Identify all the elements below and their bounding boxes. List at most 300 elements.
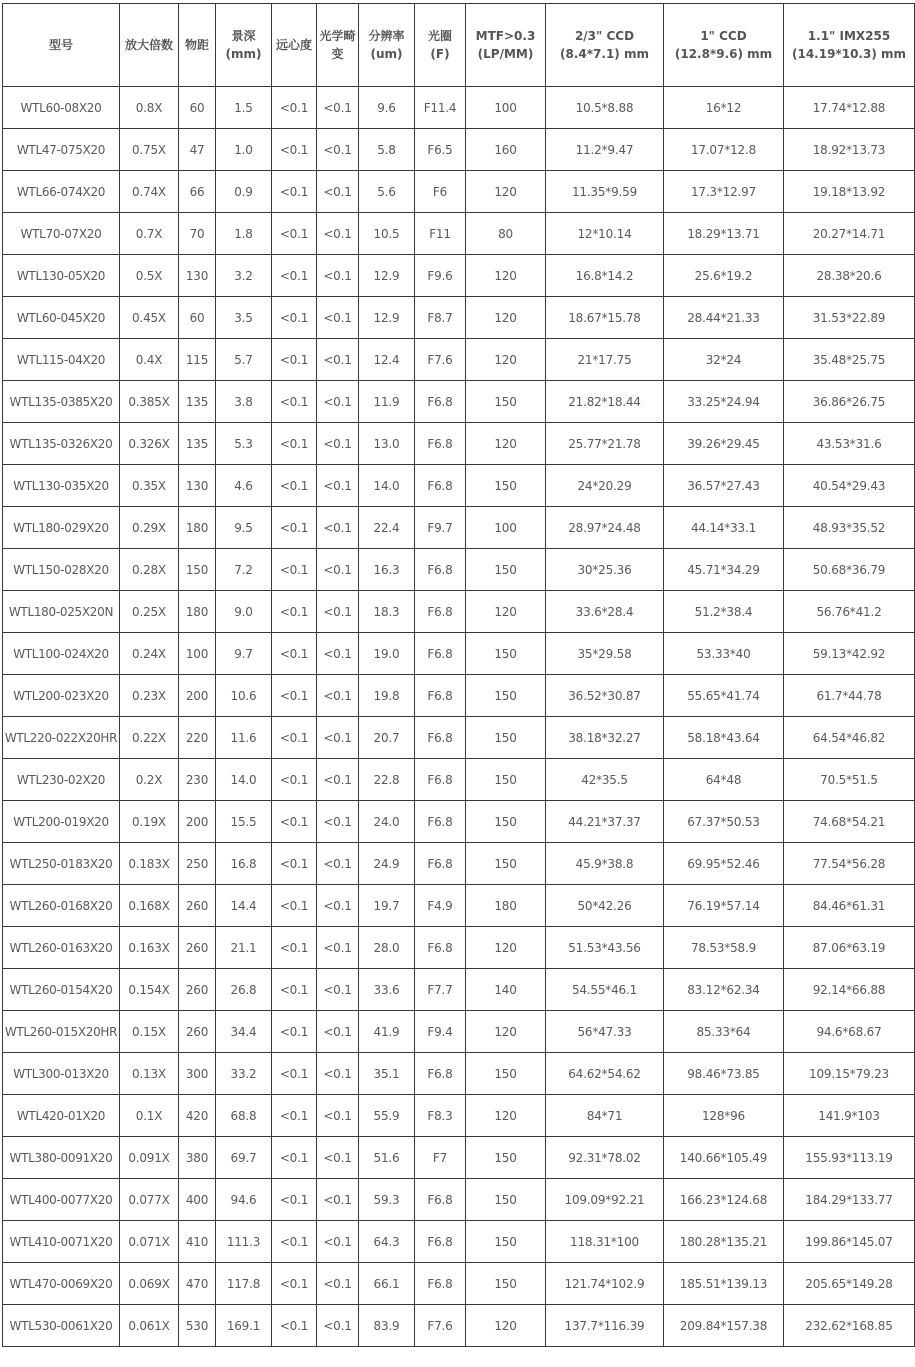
cell-mtf: 150 <box>466 1221 546 1263</box>
cell-telecentricity: <0.1 <box>272 1053 317 1095</box>
cell-telecentricity: <0.1 <box>272 339 317 381</box>
cell-fov-2-3-ccd: 118.31*100 <box>546 1221 664 1263</box>
header-line: 景深 <box>231 29 256 43</box>
cell-aperture: F4.9 <box>415 885 466 927</box>
cell-fov-1-ccd: 140.66*105.49 <box>664 1137 784 1179</box>
cell-fov-2-3-ccd: 45.9*38.8 <box>546 843 664 885</box>
cell-telecentricity: <0.1 <box>272 549 317 591</box>
cell-aperture: F6.8 <box>415 1179 466 1221</box>
header-line: (12.8*9.6) mm <box>674 47 773 61</box>
cell-aperture: F11.4 <box>415 87 466 129</box>
cell-fov-2-3-ccd: 64.62*54.62 <box>546 1053 664 1095</box>
cell-working-distance: 260 <box>179 1011 216 1053</box>
cell-fov-imx255: 155.93*113.19 <box>784 1137 915 1179</box>
table-row <box>3 1137 915 1179</box>
cell-fov-imx255: 74.68*54.21 <box>784 801 915 843</box>
cell-resolution: 19.0 <box>359 633 415 675</box>
cell-fov-imx255: 199.86*145.07 <box>784 1221 915 1263</box>
cell-depth-of-field: 9.7 <box>216 633 272 675</box>
cell-mtf: 160 <box>466 129 546 171</box>
cell-magnification: 0.091X <box>120 1137 179 1179</box>
cell-magnification: 0.8X <box>120 87 179 129</box>
cell-telecentricity: <0.1 <box>272 843 317 885</box>
cell-model: WTL60-045X20 <box>3 297 120 339</box>
cell-resolution: 10.5 <box>359 213 415 255</box>
cell-mtf: 150 <box>466 1179 546 1221</box>
cell-working-distance: 400 <box>179 1179 216 1221</box>
cell-magnification: 0.29X <box>120 507 179 549</box>
cell-mtf: 120 <box>466 1095 546 1137</box>
cell-fov-1-ccd: 36.57*27.43 <box>664 465 784 507</box>
cell-distortion: <0.1 <box>317 1221 359 1263</box>
cell-aperture: F6.5 <box>415 129 466 171</box>
cell-telecentricity: <0.1 <box>272 381 317 423</box>
cell-mtf: 80 <box>466 213 546 255</box>
table-row <box>3 591 915 633</box>
header-row <box>3 4 915 87</box>
header-line: 远心度 <box>275 38 312 52</box>
cell-mtf: 100 <box>466 507 546 549</box>
cell-mtf: 120 <box>466 339 546 381</box>
cell-aperture: F6.8 <box>415 423 466 465</box>
cell-depth-of-field: 68.8 <box>216 1095 272 1137</box>
header-resolution <box>359 4 415 87</box>
cell-fov-imx255: 56.76*41.2 <box>784 591 915 633</box>
cell-depth-of-field: 9.0 <box>216 591 272 633</box>
cell-fov-imx255: 92.14*66.88 <box>784 969 915 1011</box>
cell-working-distance: 135 <box>179 423 216 465</box>
cell-telecentricity: <0.1 <box>272 1011 317 1053</box>
cell-resolution: 51.6 <box>359 1137 415 1179</box>
cell-resolution: 22.4 <box>359 507 415 549</box>
cell-model: WTL200-019X20 <box>3 801 120 843</box>
cell-magnification: 0.25X <box>120 591 179 633</box>
cell-working-distance: 410 <box>179 1221 216 1263</box>
cell-distortion: <0.1 <box>317 213 359 255</box>
cell-aperture: F6.8 <box>415 633 466 675</box>
cell-fov-2-3-ccd: 35*29.58 <box>546 633 664 675</box>
header-line: (LP/MM) <box>477 47 534 61</box>
cell-working-distance: 260 <box>179 927 216 969</box>
header-line: 光圈 <box>427 29 452 43</box>
cell-depth-of-field: 14.0 <box>216 759 272 801</box>
cell-fov-2-3-ccd: 36.52*30.87 <box>546 675 664 717</box>
cell-model: WTL420-01X20 <box>3 1095 120 1137</box>
cell-distortion: <0.1 <box>317 171 359 213</box>
cell-model: WTL180-029X20 <box>3 507 120 549</box>
cell-model: WTL400-0077X20 <box>3 1179 120 1221</box>
table-row <box>3 759 915 801</box>
table-row <box>3 1263 915 1305</box>
cell-fov-2-3-ccd: 50*42.26 <box>546 885 664 927</box>
cell-mtf: 120 <box>466 255 546 297</box>
header-line: 光学畸 <box>319 29 356 43</box>
table-row <box>3 1095 915 1137</box>
cell-fov-1-ccd: 44.14*33.1 <box>664 507 784 549</box>
cell-fov-1-ccd: 67.37*50.53 <box>664 801 784 843</box>
cell-fov-2-3-ccd: 11.35*9.59 <box>546 171 664 213</box>
cell-telecentricity: <0.1 <box>272 717 317 759</box>
cell-working-distance: 530 <box>179 1305 216 1347</box>
cell-telecentricity: <0.1 <box>272 507 317 549</box>
cell-aperture: F7 <box>415 1137 466 1179</box>
cell-working-distance: 60 <box>179 87 216 129</box>
header-line: (F) <box>430 47 450 61</box>
cell-working-distance: 135 <box>179 381 216 423</box>
cell-magnification: 0.4X <box>120 339 179 381</box>
cell-depth-of-field: 1.0 <box>216 129 272 171</box>
cell-working-distance: 115 <box>179 339 216 381</box>
cell-depth-of-field: 26.8 <box>216 969 272 1011</box>
cell-mtf: 150 <box>466 1137 546 1179</box>
cell-fov-1-ccd: 16*12 <box>664 87 784 129</box>
cell-model: WTL180-025X20N <box>3 591 120 633</box>
cell-working-distance: 66 <box>179 171 216 213</box>
cell-model: WTL470-0069X20 <box>3 1263 120 1305</box>
cell-telecentricity: <0.1 <box>272 1221 317 1263</box>
cell-fov-1-ccd: 18.29*13.71 <box>664 213 784 255</box>
cell-telecentricity: <0.1 <box>272 801 317 843</box>
header-line: 1.1" IMX255 <box>807 29 891 43</box>
cell-fov-imx255: 232.62*168.85 <box>784 1305 915 1347</box>
cell-model: WTL230-02X20 <box>3 759 120 801</box>
cell-working-distance: 260 <box>179 885 216 927</box>
cell-aperture: F11 <box>415 213 466 255</box>
cell-fov-1-ccd: 76.19*57.14 <box>664 885 784 927</box>
cell-mtf: 150 <box>466 1053 546 1095</box>
cell-telecentricity: <0.1 <box>272 759 317 801</box>
cell-depth-of-field: 94.6 <box>216 1179 272 1221</box>
cell-fov-1-ccd: 64*48 <box>664 759 784 801</box>
cell-telecentricity: <0.1 <box>272 885 317 927</box>
cell-magnification: 0.75X <box>120 129 179 171</box>
cell-resolution: 14.0 <box>359 465 415 507</box>
cell-working-distance: 420 <box>179 1095 216 1137</box>
cell-depth-of-field: 117.8 <box>216 1263 272 1305</box>
cell-fov-1-ccd: 17.3*12.97 <box>664 171 784 213</box>
cell-telecentricity: <0.1 <box>272 465 317 507</box>
cell-working-distance: 180 <box>179 591 216 633</box>
cell-fov-2-3-ccd: 21.82*18.44 <box>546 381 664 423</box>
table-row <box>3 927 915 969</box>
cell-working-distance: 70 <box>179 213 216 255</box>
cell-aperture: F6.8 <box>415 381 466 423</box>
cell-fov-imx255: 109.15*79.23 <box>784 1053 915 1095</box>
cell-fov-imx255: 20.27*14.71 <box>784 213 915 255</box>
cell-mtf: 150 <box>466 549 546 591</box>
cell-resolution: 33.6 <box>359 969 415 1011</box>
cell-model: WTL115-04X20 <box>3 339 120 381</box>
cell-fov-imx255: 70.5*51.5 <box>784 759 915 801</box>
cell-telecentricity: <0.1 <box>272 297 317 339</box>
cell-fov-imx255: 28.38*20.6 <box>784 255 915 297</box>
cell-fov-1-ccd: 69.95*52.46 <box>664 843 784 885</box>
cell-fov-imx255: 40.54*29.43 <box>784 465 915 507</box>
cell-mtf: 120 <box>466 1305 546 1347</box>
cell-distortion: <0.1 <box>317 1095 359 1137</box>
cell-depth-of-field: 3.8 <box>216 381 272 423</box>
cell-working-distance: 230 <box>179 759 216 801</box>
cell-fov-imx255: 48.93*35.52 <box>784 507 915 549</box>
cell-resolution: 64.3 <box>359 1221 415 1263</box>
cell-fov-2-3-ccd: 38.18*32.27 <box>546 717 664 759</box>
cell-model: WTL250-0183X20 <box>3 843 120 885</box>
cell-fov-1-ccd: 25.6*19.2 <box>664 255 784 297</box>
cell-distortion: <0.1 <box>317 1053 359 1095</box>
cell-distortion: <0.1 <box>317 87 359 129</box>
cell-aperture: F9.6 <box>415 255 466 297</box>
cell-aperture: F6.8 <box>415 1263 466 1305</box>
cell-mtf: 150 <box>466 759 546 801</box>
cell-telecentricity: <0.1 <box>272 1137 317 1179</box>
cell-mtf: 180 <box>466 885 546 927</box>
table-row <box>3 339 915 381</box>
cell-depth-of-field: 0.9 <box>216 171 272 213</box>
cell-distortion: <0.1 <box>317 339 359 381</box>
cell-fov-imx255: 77.54*56.28 <box>784 843 915 885</box>
cell-fov-1-ccd: 55.65*41.74 <box>664 675 784 717</box>
cell-aperture: F6.8 <box>415 1053 466 1095</box>
cell-fov-imx255: 18.92*13.73 <box>784 129 915 171</box>
table-row <box>3 885 915 927</box>
cell-magnification: 0.1X <box>120 1095 179 1137</box>
table-row <box>3 549 915 591</box>
cell-distortion: <0.1 <box>317 591 359 633</box>
cell-distortion: <0.1 <box>317 633 359 675</box>
cell-depth-of-field: 21.1 <box>216 927 272 969</box>
cell-aperture: F6.8 <box>415 717 466 759</box>
cell-model: WTL66-074X20 <box>3 171 120 213</box>
cell-aperture: F6.8 <box>415 1221 466 1263</box>
cell-aperture: F7.7 <box>415 969 466 1011</box>
cell-model: WTL260-0168X20 <box>3 885 120 927</box>
cell-mtf: 150 <box>466 675 546 717</box>
cell-magnification: 0.28X <box>120 549 179 591</box>
cell-telecentricity: <0.1 <box>272 633 317 675</box>
cell-resolution: 41.9 <box>359 1011 415 1053</box>
cell-telecentricity: <0.1 <box>272 1263 317 1305</box>
cell-fov-1-ccd: 39.26*29.45 <box>664 423 784 465</box>
cell-model: WTL130-05X20 <box>3 255 120 297</box>
cell-resolution: 55.9 <box>359 1095 415 1137</box>
header-telecentricity <box>272 4 317 87</box>
cell-magnification: 0.385X <box>120 381 179 423</box>
table-row <box>3 969 915 1011</box>
cell-fov-imx255: 36.86*26.75 <box>784 381 915 423</box>
cell-aperture: F6.8 <box>415 549 466 591</box>
cell-model: WTL70-07X20 <box>3 213 120 255</box>
cell-depth-of-field: 9.5 <box>216 507 272 549</box>
cell-fov-imx255: 141.9*103 <box>784 1095 915 1137</box>
cell-model: WTL130-035X20 <box>3 465 120 507</box>
cell-fov-2-3-ccd: 33.6*28.4 <box>546 591 664 633</box>
cell-mtf: 150 <box>466 1263 546 1305</box>
cell-fov-imx255: 19.18*13.92 <box>784 171 915 213</box>
cell-distortion: <0.1 <box>317 129 359 171</box>
header-line: 变 <box>331 47 344 61</box>
cell-telecentricity: <0.1 <box>272 87 317 129</box>
cell-working-distance: 300 <box>179 1053 216 1095</box>
cell-fov-1-ccd: 128*96 <box>664 1095 784 1137</box>
cell-mtf: 120 <box>466 927 546 969</box>
cell-depth-of-field: 10.6 <box>216 675 272 717</box>
header-line: 2/3" CCD <box>574 29 635 43</box>
cell-depth-of-field: 5.7 <box>216 339 272 381</box>
cell-resolution: 11.9 <box>359 381 415 423</box>
cell-fov-imx255: 184.29*133.77 <box>784 1179 915 1221</box>
cell-magnification: 0.183X <box>120 843 179 885</box>
cell-aperture: F9.7 <box>415 507 466 549</box>
cell-fov-1-ccd: 28.44*21.33 <box>664 297 784 339</box>
cell-resolution: 66.1 <box>359 1263 415 1305</box>
cell-magnification: 0.077X <box>120 1179 179 1221</box>
cell-aperture: F6.8 <box>415 843 466 885</box>
table-body <box>3 87 915 1347</box>
cell-fov-imx255: 17.74*12.88 <box>784 87 915 129</box>
cell-fov-imx255: 43.53*31.6 <box>784 423 915 465</box>
cell-fov-2-3-ccd: 137.7*116.39 <box>546 1305 664 1347</box>
cell-depth-of-field: 7.2 <box>216 549 272 591</box>
cell-fov-imx255: 87.06*63.19 <box>784 927 915 969</box>
cell-model: WTL410-0071X20 <box>3 1221 120 1263</box>
cell-magnification: 0.7X <box>120 213 179 255</box>
cell-distortion: <0.1 <box>317 675 359 717</box>
cell-fov-2-3-ccd: 109.09*92.21 <box>546 1179 664 1221</box>
header-magnification <box>120 4 179 87</box>
cell-telecentricity: <0.1 <box>272 213 317 255</box>
cell-depth-of-field: 111.3 <box>216 1221 272 1263</box>
cell-magnification: 0.061X <box>120 1305 179 1347</box>
cell-magnification: 0.15X <box>120 1011 179 1053</box>
table-row <box>3 675 915 717</box>
header-line: 1" CCD <box>700 29 747 43</box>
table-row <box>3 171 915 213</box>
cell-magnification: 0.168X <box>120 885 179 927</box>
cell-resolution: 12.9 <box>359 255 415 297</box>
cell-fov-2-3-ccd: 42*35.5 <box>546 759 664 801</box>
cell-working-distance: 47 <box>179 129 216 171</box>
cell-fov-2-3-ccd: 16.8*14.2 <box>546 255 664 297</box>
cell-fov-1-ccd: 185.51*139.13 <box>664 1263 784 1305</box>
cell-model: WTL47-075X20 <box>3 129 120 171</box>
cell-aperture: F7.6 <box>415 339 466 381</box>
cell-aperture: F6.8 <box>415 927 466 969</box>
spec-table-container <box>2 3 915 1347</box>
cell-working-distance: 380 <box>179 1137 216 1179</box>
cell-telecentricity: <0.1 <box>272 255 317 297</box>
cell-mtf: 150 <box>466 465 546 507</box>
cell-telecentricity: <0.1 <box>272 927 317 969</box>
table-row <box>3 1221 915 1263</box>
cell-fov-2-3-ccd: 84*71 <box>546 1095 664 1137</box>
cell-fov-imx255: 84.46*61.31 <box>784 885 915 927</box>
cell-mtf: 140 <box>466 969 546 1011</box>
table-row <box>3 1179 915 1221</box>
cell-distortion: <0.1 <box>317 759 359 801</box>
cell-depth-of-field: 4.6 <box>216 465 272 507</box>
cell-telecentricity: <0.1 <box>272 675 317 717</box>
cell-distortion: <0.1 <box>317 1137 359 1179</box>
cell-fov-imx255: 94.6*68.67 <box>784 1011 915 1053</box>
cell-fov-1-ccd: 32*24 <box>664 339 784 381</box>
table-row <box>3 129 915 171</box>
cell-fov-2-3-ccd: 30*25.36 <box>546 549 664 591</box>
cell-magnification: 0.19X <box>120 801 179 843</box>
cell-fov-imx255: 50.68*36.79 <box>784 549 915 591</box>
cell-aperture: F6.8 <box>415 759 466 801</box>
cell-fov-2-3-ccd: 56*47.33 <box>546 1011 664 1053</box>
cell-magnification: 0.13X <box>120 1053 179 1095</box>
cell-mtf: 120 <box>466 1011 546 1053</box>
cell-mtf: 150 <box>466 801 546 843</box>
header-line: 放大倍数 <box>124 38 173 52</box>
cell-fov-2-3-ccd: 25.77*21.78 <box>546 423 664 465</box>
cell-fov-2-3-ccd: 18.67*15.78 <box>546 297 664 339</box>
cell-resolution: 5.6 <box>359 171 415 213</box>
cell-working-distance: 260 <box>179 969 216 1011</box>
cell-resolution: 59.3 <box>359 1179 415 1221</box>
cell-depth-of-field: 33.2 <box>216 1053 272 1095</box>
cell-aperture: F6.8 <box>415 591 466 633</box>
cell-fov-1-ccd: 58.18*43.64 <box>664 717 784 759</box>
cell-fov-2-3-ccd: 12*10.14 <box>546 213 664 255</box>
cell-resolution: 24.0 <box>359 801 415 843</box>
cell-working-distance: 250 <box>179 843 216 885</box>
cell-magnification: 0.069X <box>120 1263 179 1305</box>
cell-fov-2-3-ccd: 44.21*37.37 <box>546 801 664 843</box>
cell-model: WTL135-0385X20 <box>3 381 120 423</box>
cell-distortion: <0.1 <box>317 717 359 759</box>
cell-telecentricity: <0.1 <box>272 1095 317 1137</box>
cell-working-distance: 180 <box>179 507 216 549</box>
cell-working-distance: 220 <box>179 717 216 759</box>
cell-aperture: F6.8 <box>415 465 466 507</box>
cell-working-distance: 60 <box>179 297 216 339</box>
cell-model: WTL150-028X20 <box>3 549 120 591</box>
cell-fov-1-ccd: 33.25*24.94 <box>664 381 784 423</box>
cell-fov-1-ccd: 78.53*58.9 <box>664 927 784 969</box>
cell-magnification: 0.2X <box>120 759 179 801</box>
cell-resolution: 13.0 <box>359 423 415 465</box>
table-row <box>3 801 915 843</box>
table-row <box>3 297 915 339</box>
cell-mtf: 120 <box>466 423 546 465</box>
table-row <box>3 255 915 297</box>
cell-magnification: 0.5X <box>120 255 179 297</box>
cell-telecentricity: <0.1 <box>272 171 317 213</box>
cell-model: WTL260-015X20HR <box>3 1011 120 1053</box>
cell-aperture: F8.7 <box>415 297 466 339</box>
cell-fov-1-ccd: 166.23*124.68 <box>664 1179 784 1221</box>
cell-fov-1-ccd: 53.33*40 <box>664 633 784 675</box>
cell-depth-of-field: 1.5 <box>216 87 272 129</box>
cell-resolution: 20.7 <box>359 717 415 759</box>
header-line: (14.19*10.3) mm <box>792 47 906 61</box>
cell-distortion: <0.1 <box>317 843 359 885</box>
header-line: 物距 <box>184 38 209 52</box>
cell-magnification: 0.23X <box>120 675 179 717</box>
cell-telecentricity: <0.1 <box>272 1179 317 1221</box>
cell-aperture: F6.8 <box>415 675 466 717</box>
cell-working-distance: 130 <box>179 255 216 297</box>
cell-fov-imx255: 61.7*44.78 <box>784 675 915 717</box>
header-mtf <box>466 4 546 87</box>
cell-depth-of-field: 69.7 <box>216 1137 272 1179</box>
cell-depth-of-field: 11.6 <box>216 717 272 759</box>
cell-magnification: 0.35X <box>120 465 179 507</box>
cell-telecentricity: <0.1 <box>272 1305 317 1347</box>
cell-fov-1-ccd: 83.12*62.34 <box>664 969 784 1011</box>
